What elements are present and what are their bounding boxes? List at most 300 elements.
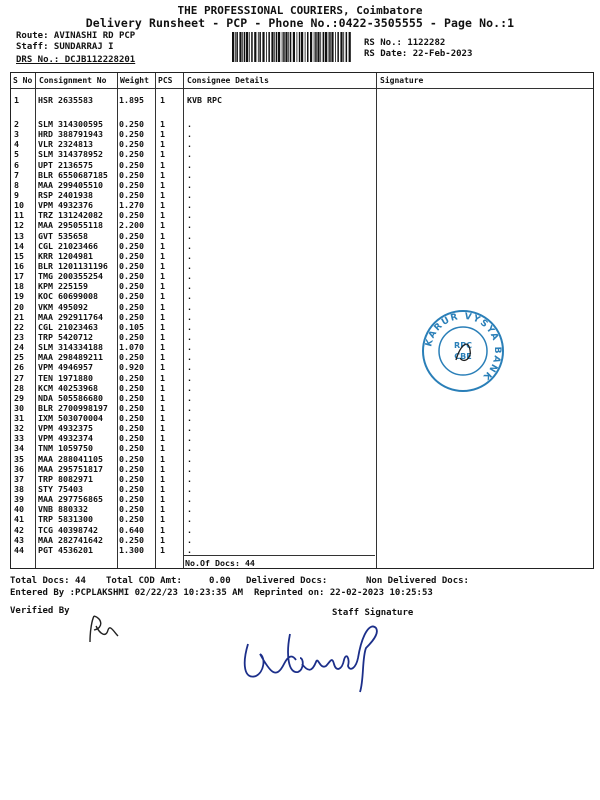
row-pcs: 1 — [160, 220, 165, 231]
row-weight: 0.250 — [119, 423, 144, 434]
row-consignment: PGT 4536201 — [38, 544, 93, 555]
barcode-bar — [340, 32, 342, 62]
row-pcs: 1 — [160, 544, 165, 555]
row-pcs: 1 — [160, 413, 165, 424]
col-header-pcs: PCS — [158, 76, 173, 85]
row-consignee-details: . — [187, 372, 192, 383]
row-sno: 37 — [14, 473, 24, 484]
row-pcs: 1 — [160, 119, 165, 129]
row-sno: 19 — [14, 291, 24, 302]
row-pcs: 1 — [160, 179, 165, 190]
barcode-bar — [244, 32, 246, 62]
row-consignee-details: . — [187, 291, 192, 302]
row-consignee-details: . — [187, 514, 192, 525]
row-weight: 0.250 — [119, 494, 144, 505]
row-consignment: HRD 388791943 — [38, 129, 103, 140]
row-consignee-details: . — [187, 423, 192, 434]
barcode-bar — [278, 32, 280, 62]
barcode-bar — [235, 32, 236, 62]
row-weight: 0.250 — [119, 331, 144, 342]
total-docs: Total Docs: 44 — [10, 576, 86, 586]
row-weight: 0.250 — [119, 179, 144, 190]
row-consignee-details: . — [187, 342, 192, 353]
row-weight: 0.250 — [119, 230, 144, 241]
row-sno: 18 — [14, 281, 24, 292]
row-consignee-details: . — [187, 119, 192, 129]
row-pcs: 1 — [160, 484, 165, 495]
rs-date: RS Date: 22-Feb-2023 — [364, 49, 473, 59]
row-consignee-details: . — [187, 402, 192, 413]
row-consignee-details: . — [187, 352, 192, 363]
barcode-bar — [262, 32, 264, 62]
barcode-bar — [266, 32, 267, 62]
row-sno: 22 — [14, 321, 24, 332]
row-consignee-details: . — [187, 453, 192, 464]
row-pcs: 1 — [160, 260, 165, 271]
row-weight: 0.250 — [119, 210, 144, 221]
row-consignee-details: . — [187, 331, 192, 342]
row-weight: 0.250 — [119, 453, 144, 464]
row-sno: 27 — [14, 372, 24, 383]
verified-by-label: Verified By — [10, 606, 70, 616]
row-consignment: VPM 4932376 — [38, 200, 93, 211]
col-divider — [117, 73, 118, 568]
row-sno: 32 — [14, 423, 24, 434]
row-weight: 1.270 — [119, 200, 144, 211]
staff-label: Staff: SUNDARRAJ I — [16, 42, 114, 52]
barcode-bar — [346, 32, 348, 62]
row-pcs: 1 — [160, 321, 165, 332]
row-consignee-details: KVB RPC — [187, 95, 222, 105]
col-header-weight: Weight — [120, 76, 149, 85]
row-consignment: SLM 314300595 — [38, 119, 103, 129]
row-sno: 2 — [14, 119, 19, 129]
col-header-signature: Signature — [380, 76, 424, 85]
row-consignment: KOC 60699008 — [38, 291, 98, 302]
barcode-bar — [239, 32, 241, 62]
barcode-bar — [293, 32, 295, 62]
entered-by: Entered By :PCPLAKSHMI 02/22/23 10:23:35 AM — [10, 588, 243, 598]
row-sno: 8 — [14, 179, 19, 190]
barcode-bar — [290, 32, 292, 62]
row-sno: 4 — [14, 139, 19, 150]
row-weight: 0.105 — [119, 321, 144, 332]
row-consignment: MAA 299405510 — [38, 179, 103, 190]
total-cod: Total COD Amt: 0.00 — [106, 576, 231, 586]
row-pcs: 1 — [160, 443, 165, 454]
row-consignment: VPM 4932374 — [38, 433, 93, 444]
row-weight: 0.250 — [119, 291, 144, 302]
docs-rule — [183, 555, 375, 556]
row-consignment: BLR 6550687185 — [38, 169, 108, 180]
row-consignment: TMG 200355254 — [38, 271, 103, 282]
row-weight: 0.250 — [119, 392, 144, 403]
row-pcs: 1 — [160, 200, 165, 211]
row-consignee-details: . — [187, 230, 192, 241]
row-consignee-details: . — [187, 189, 192, 200]
row-pcs: 1 — [160, 129, 165, 140]
row-pcs: 1 — [160, 331, 165, 342]
row-pcs: 1 — [160, 301, 165, 312]
row-weight: 0.250 — [119, 169, 144, 180]
row-weight: 0.250 — [119, 534, 144, 545]
row-weight: 0.250 — [119, 382, 144, 393]
stamp-line2: CBE — [454, 352, 472, 361]
row-consignment: GVT 535658 — [38, 230, 88, 241]
row-consignee-details: . — [187, 271, 192, 282]
barcode-bar — [299, 32, 301, 62]
verifier-signature — [84, 612, 124, 648]
row-sno: 20 — [14, 301, 24, 312]
entry-line — [10, 588, 433, 598]
row-consignment: KCM 40253968 — [38, 382, 98, 393]
barcode-bar — [305, 32, 306, 62]
row-consignment: VKM 495092 — [38, 301, 88, 312]
row-consignment: VPM 4932375 — [38, 423, 93, 434]
row-sno: 13 — [14, 230, 24, 241]
row-sno: 5 — [14, 149, 19, 160]
row-sno: 3 — [14, 129, 19, 140]
row-weight: 0.250 — [119, 311, 144, 322]
barcode-bar — [301, 32, 303, 62]
row-consignment: MAA 288041105 — [38, 453, 103, 464]
row-consignee-details: . — [187, 392, 192, 403]
bank-stamp — [420, 308, 506, 394]
row-weight: 0.250 — [119, 372, 144, 383]
stamp-outer-ring — [423, 311, 503, 391]
row-pcs: 1 — [160, 352, 165, 363]
drs-number: DRS No.: DCJB112228201 — [16, 55, 136, 65]
col-divider — [376, 73, 377, 568]
row-pcs: 1 — [160, 311, 165, 322]
row-pcs: 1 — [160, 271, 165, 282]
row-consignee-details: . — [187, 281, 192, 292]
row-pcs: 1 — [160, 281, 165, 292]
row-consignee-details: . — [187, 321, 192, 332]
row-consignee-details: . — [187, 200, 192, 211]
row-consignment: MAA 282741642 — [38, 534, 103, 545]
row-sno: 35 — [14, 453, 24, 464]
row-weight: 0.250 — [119, 271, 144, 282]
row-consignment: UPT 2136575 — [38, 159, 93, 170]
row-weight: 0.920 — [119, 362, 144, 373]
stamp-inner-ring — [439, 327, 487, 375]
row-pcs: 1 — [160, 453, 165, 464]
row-weight: 0.250 — [119, 463, 144, 474]
row-sno: 25 — [14, 352, 24, 363]
row-consignee-details: . — [187, 311, 192, 322]
header-rule — [11, 88, 593, 89]
runsheet-title: Delivery Runsheet - PCP - Phone No.:0422-3505555 - Page No.:1 — [85, 16, 515, 30]
barcode-bar — [249, 32, 250, 62]
row-consignment: CGL 21023463 — [38, 321, 98, 332]
row-pcs: 1 — [160, 189, 165, 200]
row-pcs: 1 — [160, 240, 165, 251]
row-sno: 33 — [14, 433, 24, 444]
row-pcs: 1 — [160, 402, 165, 413]
row-consignee-details: . — [187, 433, 192, 444]
row-sno: 11 — [14, 210, 24, 221]
row-consignment: NDA 505586680 — [38, 392, 103, 403]
barcode-bar — [288, 32, 289, 62]
barcode-bar — [329, 32, 331, 62]
barcode-bar — [242, 32, 243, 62]
barcode-bar — [325, 32, 327, 62]
row-weight: 0.250 — [119, 129, 144, 140]
row-weight: 0.250 — [119, 413, 144, 424]
barcode-bar — [297, 32, 298, 62]
barcode-bar — [274, 32, 275, 62]
row-consignee-details: . — [187, 362, 192, 373]
row-weight: 0.250 — [119, 149, 144, 160]
row-weight: 1.070 — [119, 342, 144, 353]
row-weight: 2.200 — [119, 220, 144, 231]
row-consignee-details: . — [187, 301, 192, 312]
barcode-bar — [254, 32, 256, 62]
row-weight: 0.250 — [119, 260, 144, 271]
row-sno: 14 — [14, 240, 24, 251]
row-weight: 0.250 — [119, 139, 144, 150]
rs-number: RS No.: 1122282 — [364, 38, 446, 48]
row-consignee-details: . — [187, 443, 192, 454]
col-divider — [183, 73, 184, 568]
row-pcs: 1 — [160, 524, 165, 535]
row-weight: 0.250 — [119, 119, 144, 129]
row-pcs: 1 — [160, 392, 165, 403]
row-sno: 40 — [14, 504, 24, 515]
row-pcs: 1 — [160, 473, 165, 484]
row-sno: 44 — [14, 544, 24, 555]
barcode-bar — [283, 32, 285, 62]
col-header-sno: S No — [13, 76, 33, 85]
barcode-bar — [258, 32, 259, 62]
row-pcs: 1 — [160, 95, 165, 105]
barcode-bar — [310, 32, 312, 62]
row-weight: 1.300 — [119, 544, 144, 555]
row-pcs: 1 — [160, 149, 165, 160]
row-sno: 10 — [14, 200, 24, 211]
row-consignee-details: . — [187, 413, 192, 424]
row-weight: 0.250 — [119, 514, 144, 525]
row-weight: 0.640 — [119, 524, 144, 535]
barcode-bar — [317, 32, 319, 62]
barcode-bar — [251, 32, 253, 62]
row-consignee-details: . — [187, 169, 192, 180]
row-sno: 26 — [14, 362, 24, 373]
totals-line — [10, 576, 469, 586]
barcode-bar — [236, 32, 238, 62]
staff-signature-label: Staff Signature — [332, 608, 414, 618]
row-weight: 0.250 — [119, 240, 144, 251]
row-sno: 16 — [14, 260, 24, 271]
row-pcs: 1 — [160, 139, 165, 150]
row-consignment: SLM 314378952 — [38, 149, 103, 160]
row-consignee-details: . — [187, 260, 192, 271]
row-weight: 0.250 — [119, 250, 144, 261]
barcode-bar — [337, 32, 339, 62]
row-weight: 0.250 — [119, 189, 144, 200]
row-consignment: TRZ 131242082 — [38, 210, 103, 221]
row-consignee-details: . — [187, 139, 192, 150]
row-sno: 21 — [14, 311, 24, 322]
row-sno: 43 — [14, 534, 24, 545]
barcode-bar — [285, 32, 287, 62]
row-weight: 0.250 — [119, 402, 144, 413]
row-consignment: KRR 1204981 — [38, 250, 93, 261]
no-of-docs: No.Of Docs: 44 — [185, 558, 255, 568]
row-sno: 41 — [14, 514, 24, 525]
row-pcs: 1 — [160, 169, 165, 180]
row-weight: 0.250 — [119, 352, 144, 363]
row-consignment: MAA 298489211 — [38, 352, 103, 363]
row-sno: 39 — [14, 494, 24, 505]
row-sno: 42 — [14, 524, 24, 535]
row-sno: 34 — [14, 443, 24, 454]
barcode-bar — [328, 32, 329, 62]
col-divider — [35, 73, 36, 568]
stamp-line1: RPC — [454, 341, 472, 350]
row-consignment: HSR 2635583 — [38, 95, 93, 105]
row-pcs: 1 — [160, 433, 165, 444]
row-consignment: MAA 295055118 — [38, 220, 103, 231]
row-weight: 0.250 — [119, 443, 144, 454]
barcode-bar — [331, 32, 333, 62]
barcode-bar — [268, 32, 270, 62]
row-pcs: 1 — [160, 372, 165, 383]
runsheet-table — [10, 72, 594, 569]
barcode-bar — [307, 32, 309, 62]
row-pcs: 1 — [160, 362, 165, 373]
row-consignee-details: . — [187, 179, 192, 190]
row-sno: 36 — [14, 463, 24, 474]
barcode-bar — [246, 32, 248, 62]
barcode-bar — [315, 32, 317, 62]
row-pcs: 1 — [160, 250, 165, 261]
row-pcs: 1 — [160, 382, 165, 393]
row-weight: 1.895 — [119, 95, 144, 105]
col-header-details: Consignee Details — [187, 76, 269, 85]
row-sno: 7 — [14, 169, 19, 180]
row-sno: 29 — [14, 392, 24, 403]
non-delivered-docs: Non Delivered Docs: — [366, 576, 469, 586]
row-consignee-details: . — [187, 484, 192, 495]
row-sno: 28 — [14, 382, 24, 393]
row-sno: 23 — [14, 331, 24, 342]
row-weight: 0.250 — [119, 301, 144, 312]
row-consignment: CGL 21023466 — [38, 240, 98, 251]
row-consignment: IXM 503070004 — [38, 413, 103, 424]
staff-signature — [230, 614, 390, 694]
barcode — [232, 32, 352, 62]
row-consignment: BLR 1201131196 — [38, 260, 108, 271]
row-consignee-details: . — [187, 240, 192, 251]
row-consignee-details: . — [187, 149, 192, 160]
row-consignment: KPM 225159 — [38, 281, 88, 292]
row-consignment: VPM 4946957 — [38, 362, 93, 373]
row-consignment: MAA 297756865 — [38, 494, 103, 505]
row-sno: 24 — [14, 342, 24, 353]
row-pcs: 1 — [160, 291, 165, 302]
row-sno: 9 — [14, 189, 19, 200]
row-consignment: TCG 40398742 — [38, 524, 98, 535]
row-pcs: 1 — [160, 534, 165, 545]
row-consignment: MAA 295751817 — [38, 463, 103, 474]
barcode-bar — [320, 32, 321, 62]
row-weight: 0.250 — [119, 484, 144, 495]
barcode-bar — [271, 32, 273, 62]
barcode-bar — [314, 32, 315, 62]
row-consignment: BLR 2700998197 — [38, 402, 108, 413]
row-sno: 15 — [14, 250, 24, 261]
barcode-bar — [276, 32, 278, 62]
row-consignee-details: . — [187, 382, 192, 393]
row-sno: 12 — [14, 220, 24, 231]
row-pcs: 1 — [160, 514, 165, 525]
col-divider — [155, 73, 156, 568]
row-pcs: 1 — [160, 423, 165, 434]
row-pcs: 1 — [160, 230, 165, 241]
row-weight: 0.250 — [119, 159, 144, 170]
row-consignee-details: . — [187, 534, 192, 545]
row-sno: 17 — [14, 271, 24, 282]
row-consignee-details: . — [187, 504, 192, 515]
row-consignment: SLM 314334188 — [38, 342, 103, 353]
barcode-bar — [349, 32, 351, 62]
row-consignee-details: . — [187, 250, 192, 261]
row-consignee-details: . — [187, 159, 192, 170]
reprinted-on: Reprinted on: 22-02-2023 10:25:53 — [254, 588, 433, 598]
row-sno: 30 — [14, 402, 24, 413]
row-consignee-details: . — [187, 494, 192, 505]
row-consignment: MAA 292911764 — [38, 311, 103, 322]
row-sno: 31 — [14, 413, 24, 424]
row-consignee-details: . — [187, 210, 192, 221]
barcode-bar — [232, 32, 234, 62]
row-consignment: TEN 1971880 — [38, 372, 93, 383]
row-pcs: 1 — [160, 494, 165, 505]
row-weight: 0.250 — [119, 504, 144, 515]
col-header-consignment: Consignment No — [39, 76, 107, 85]
row-sno: 38 — [14, 484, 24, 495]
row-consignment: VLR 2324813 — [38, 139, 93, 150]
row-pcs: 1 — [160, 463, 165, 474]
row-pcs: 1 — [160, 210, 165, 221]
delivered-docs: Delivered Docs: — [246, 576, 328, 586]
row-consignee-details: . — [187, 473, 192, 484]
row-consignee-details: . — [187, 463, 192, 474]
row-consignee-details: . — [187, 524, 192, 535]
row-consignment: RSP 2401938 — [38, 189, 93, 200]
barcode-bar — [323, 32, 325, 62]
row-sno: 6 — [14, 159, 19, 170]
row-weight: 0.250 — [119, 433, 144, 444]
row-consignment: VNB 880332 — [38, 504, 88, 515]
row-consignee-details: . — [187, 220, 192, 231]
route-label: Route: AVINASHI RD PCP — [16, 31, 136, 41]
row-consignee-details: . — [187, 129, 192, 140]
row-pcs: 1 — [160, 342, 165, 353]
barcode-bar — [259, 32, 261, 62]
row-consignee-details: . — [187, 544, 192, 555]
row-sno: 1 — [14, 95, 19, 105]
row-consignment: STY 75403 — [38, 484, 83, 495]
row-consignment: TRP 5420712 — [38, 331, 93, 342]
barcode-bar — [282, 32, 283, 62]
company-name: THE PROFESSIONAL COURIERS, Coimbatore — [177, 4, 423, 17]
stamp-bank-name: KARUR VYSYA BANK — [424, 311, 503, 383]
row-consignment: TRP 5831300 — [38, 514, 93, 525]
row-weight: 0.250 — [119, 281, 144, 292]
